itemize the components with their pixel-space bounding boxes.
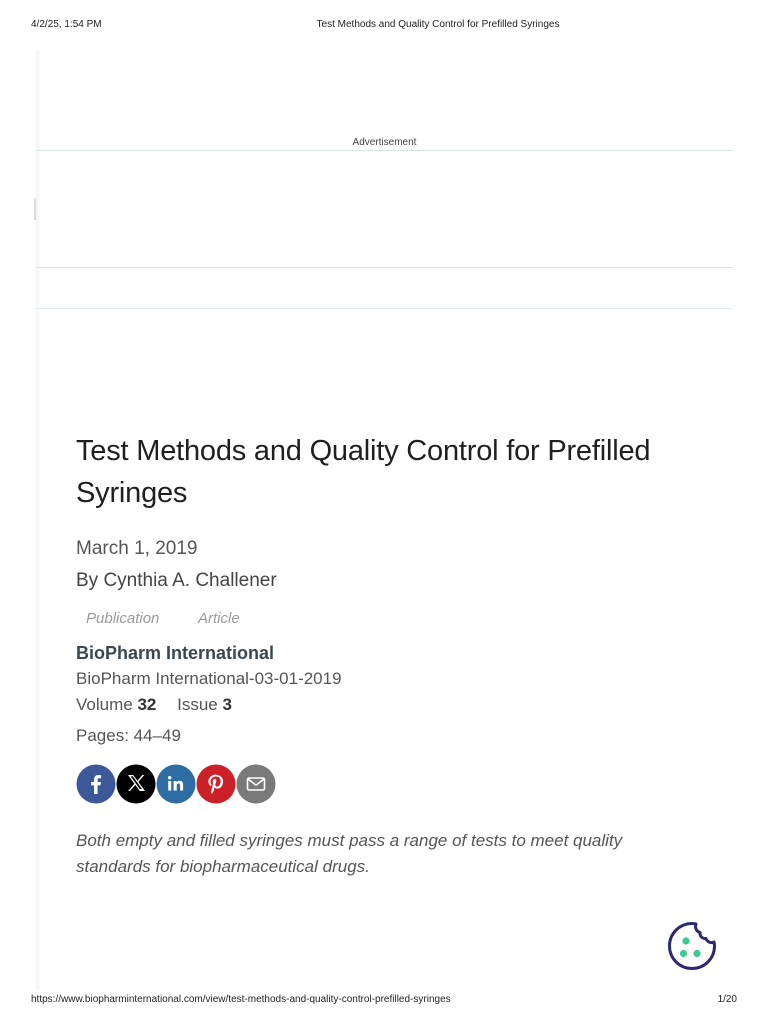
left-border bbox=[36, 50, 40, 990]
print-document-title: Test Methods and Quality Control for Prefilled Syringes bbox=[316, 19, 560, 30]
print-footer bbox=[0, 994, 768, 1008]
issue-number: 3 bbox=[222, 695, 232, 714]
article-header bbox=[76, 430, 716, 876]
x-share-button[interactable] bbox=[116, 764, 156, 804]
print-timestamp: 4/2/25, 1:54 PM bbox=[31, 19, 102, 30]
print-header bbox=[0, 19, 768, 33]
publication-name[interactable]: BioPharm International bbox=[76, 643, 275, 663]
pinterest-icon bbox=[196, 764, 236, 804]
share-bg-email bbox=[237, 765, 276, 804]
tag-article[interactable]: Article bbox=[198, 610, 240, 627]
linkedin-icon bbox=[156, 764, 196, 804]
facebook-icon bbox=[76, 764, 116, 804]
article-tags bbox=[76, 610, 716, 632]
pinterest-share-button[interactable] bbox=[196, 764, 236, 804]
divider bbox=[36, 308, 733, 309]
x-icon bbox=[116, 764, 156, 804]
advertisement-label: Advertisement bbox=[352, 137, 417, 148]
email-share-button[interactable] bbox=[236, 764, 276, 804]
article-summary: Both empty and filled syringes must pass a range of tests to meet quality standards for biopharmaceutical drugs. bbox=[76, 831, 623, 876]
cookie-icon bbox=[667, 921, 717, 971]
publication-issue[interactable]: BioPharm International-03-01-2019 bbox=[76, 669, 342, 688]
print-url: https://www.biopharminternational.com/view/test-methods-and-quality-control-prefilled-syringes bbox=[31, 994, 451, 1005]
left-border-tick bbox=[34, 198, 36, 220]
facebook-share-button[interactable] bbox=[76, 764, 116, 804]
issue-label: Issue bbox=[177, 695, 218, 714]
cookie-settings-button[interactable] bbox=[667, 921, 717, 971]
article-pages: Pages: 44–49 bbox=[76, 726, 181, 745]
volume-issue-line bbox=[76, 692, 716, 718]
article-title: Test Methods and Quality Control for Prefilled Syringes bbox=[76, 435, 651, 509]
divider bbox=[36, 150, 733, 151]
print-page-number: 1/20 bbox=[717, 994, 737, 1005]
article-author[interactable]: By Cynthia A. Challener bbox=[76, 570, 277, 591]
volume-label: Volume bbox=[76, 695, 133, 714]
share-bg-pinterest bbox=[197, 765, 236, 804]
divider bbox=[36, 267, 733, 268]
tag-publication[interactable]: Publication bbox=[86, 610, 160, 627]
volume-number: 32 bbox=[137, 695, 157, 714]
linkedin-share-button[interactable] bbox=[156, 764, 196, 804]
article-date: March 1, 2019 bbox=[76, 538, 198, 559]
mail-icon bbox=[236, 764, 276, 804]
